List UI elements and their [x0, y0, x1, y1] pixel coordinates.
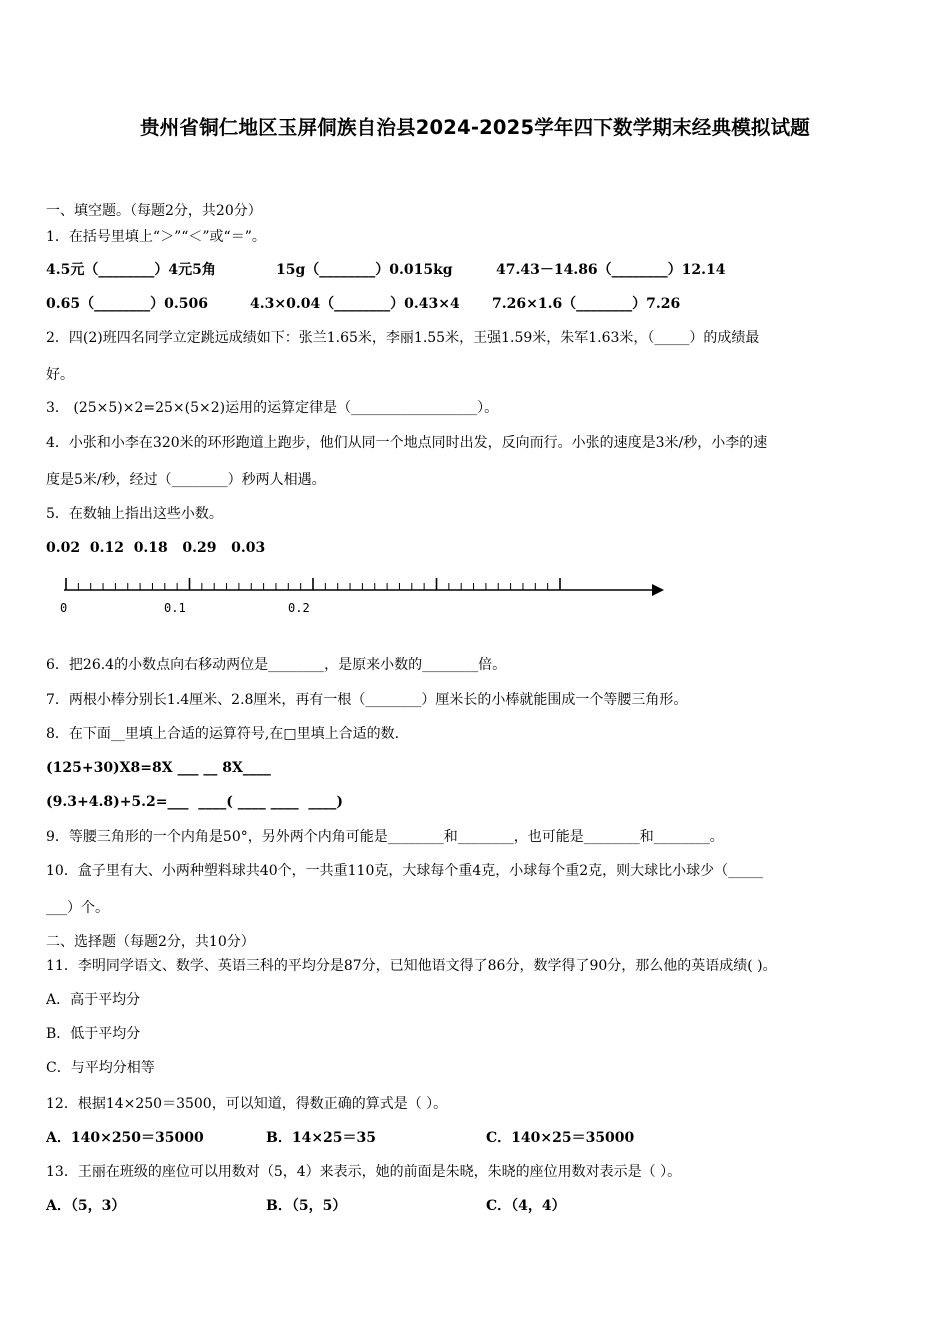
question-3: 3． (25×5)×2=25×(5×2)运用的运算定律是（__________________）。 [46, 400, 499, 416]
question-8: 8．在下面__里填上合适的运算符号,在□里填上合适的数. [46, 726, 400, 742]
q13-option-b: B．（5，5） [266, 1198, 347, 1214]
q1-item: 4.3×0.04（________）0.43×4 [250, 296, 460, 312]
q8-expression-2: (9.3+4.8)+5.2=___ ____( ____ ____ ____) [46, 794, 344, 810]
number-line-figure [56, 570, 676, 622]
q8-expression-1: (125+30)X8=8X ___ __ 8X____ [46, 760, 271, 776]
question-4: 4．小张和小李在320米的环形跑道上跑步，他们从同一个地点同时出发，反向而行。小张的速度是3米/秒，小李的速 [46, 435, 768, 451]
q11-option-a: A．高于平均分 [46, 992, 141, 1008]
q1-item: 47.43－14.86（________）12.14 [496, 262, 726, 278]
number-line-ticks [66, 578, 560, 590]
question-7: 7．两根小棒分别长1.4厘米、2.8厘米，再有一根（________）厘米长的小棒就能围成一个等腰三角形。 [46, 692, 688, 708]
axis-label-0: 0 [60, 601, 68, 615]
question-10: 10．盒子里有大、小两种塑料球共40个，一共重110克，大球每个重4克，小球每个重2克，则大球比小球少（_____ [46, 863, 764, 879]
q12-option-b: B．14×25＝35 [266, 1130, 377, 1146]
q12-option-c: C．140×25＝35000 [486, 1130, 635, 1146]
question-5: 5．在数轴上指出这些小数。 [46, 506, 223, 522]
question-6: 6．把26.4的小数点向右移动两位是________，是原来小数的________倍。 [46, 657, 507, 673]
q11-option-b: B．低于平均分 [46, 1026, 141, 1042]
section-fill-in-heading: 一、填空题。（每题2分，共20分） [46, 203, 262, 219]
number-line-arrow [652, 584, 664, 596]
q1-item: 0.65（________）0.506 [46, 296, 208, 312]
question-2-cont: 好。 [46, 367, 74, 383]
axis-label-0-1: 0.1 [164, 601, 186, 615]
q12-option-a: A．140×250＝35000 [46, 1130, 204, 1146]
q13-option-a: A．（5，3） [46, 1198, 126, 1214]
question-11: 11．李明同学语文、数学、英语三科的平均分是87分，已知他语文得了86分，数学得了90分，那么他的英语成绩( )。 [46, 958, 777, 974]
question-4-cont: 度是5米/秒，经过（________）秒两人相遇。 [46, 472, 326, 488]
question-12: 12．根据14×250＝3500，可以知道，得数正确的算式是（ ）。 [46, 1096, 448, 1112]
q11-option-c: C．与平均分相等 [46, 1060, 155, 1076]
axis-label-0-2: 0.2 [288, 601, 310, 615]
question-2: 2．四(2)班四名同学立定跳远成绩如下：张兰1.65米，李丽1.55米，王强1.59米，朱军1.63米，（_____）的成绩最 [46, 330, 760, 346]
q1-item: 15g（________）0.015kg [276, 262, 453, 278]
question-10-cont: ___）个。 [46, 900, 109, 916]
question-13: 13．王丽在班级的座位可以用数对（5，4）来表示，她的前面是朱晓，朱晓的座位用数对表示是（ ）。 [46, 1164, 682, 1180]
question-9: 9．等腰三角形的一个内角是50°，另外两个内角可能是________和________，也可能是________和________。 [46, 829, 724, 845]
q13-option-c: C．（4，4） [486, 1198, 566, 1214]
q5-values: 0.02 0.12 0.18 0.29 0.03 [46, 540, 266, 556]
q1-item: 7.26×1.6（________）7.26 [492, 296, 681, 312]
question-1: 1．在括号里填上“＞”“＜”或“＝”。 [46, 229, 266, 245]
q1-item: 4.5元（________）4元5角 [46, 262, 216, 278]
page-title: 贵州省铜仁地区玉屏侗族自治县2024-2025学年四下数学期末经典模拟试题 [139, 116, 811, 139]
section-choice-heading: 二、选择题（每题2分，共10分） [46, 934, 255, 950]
